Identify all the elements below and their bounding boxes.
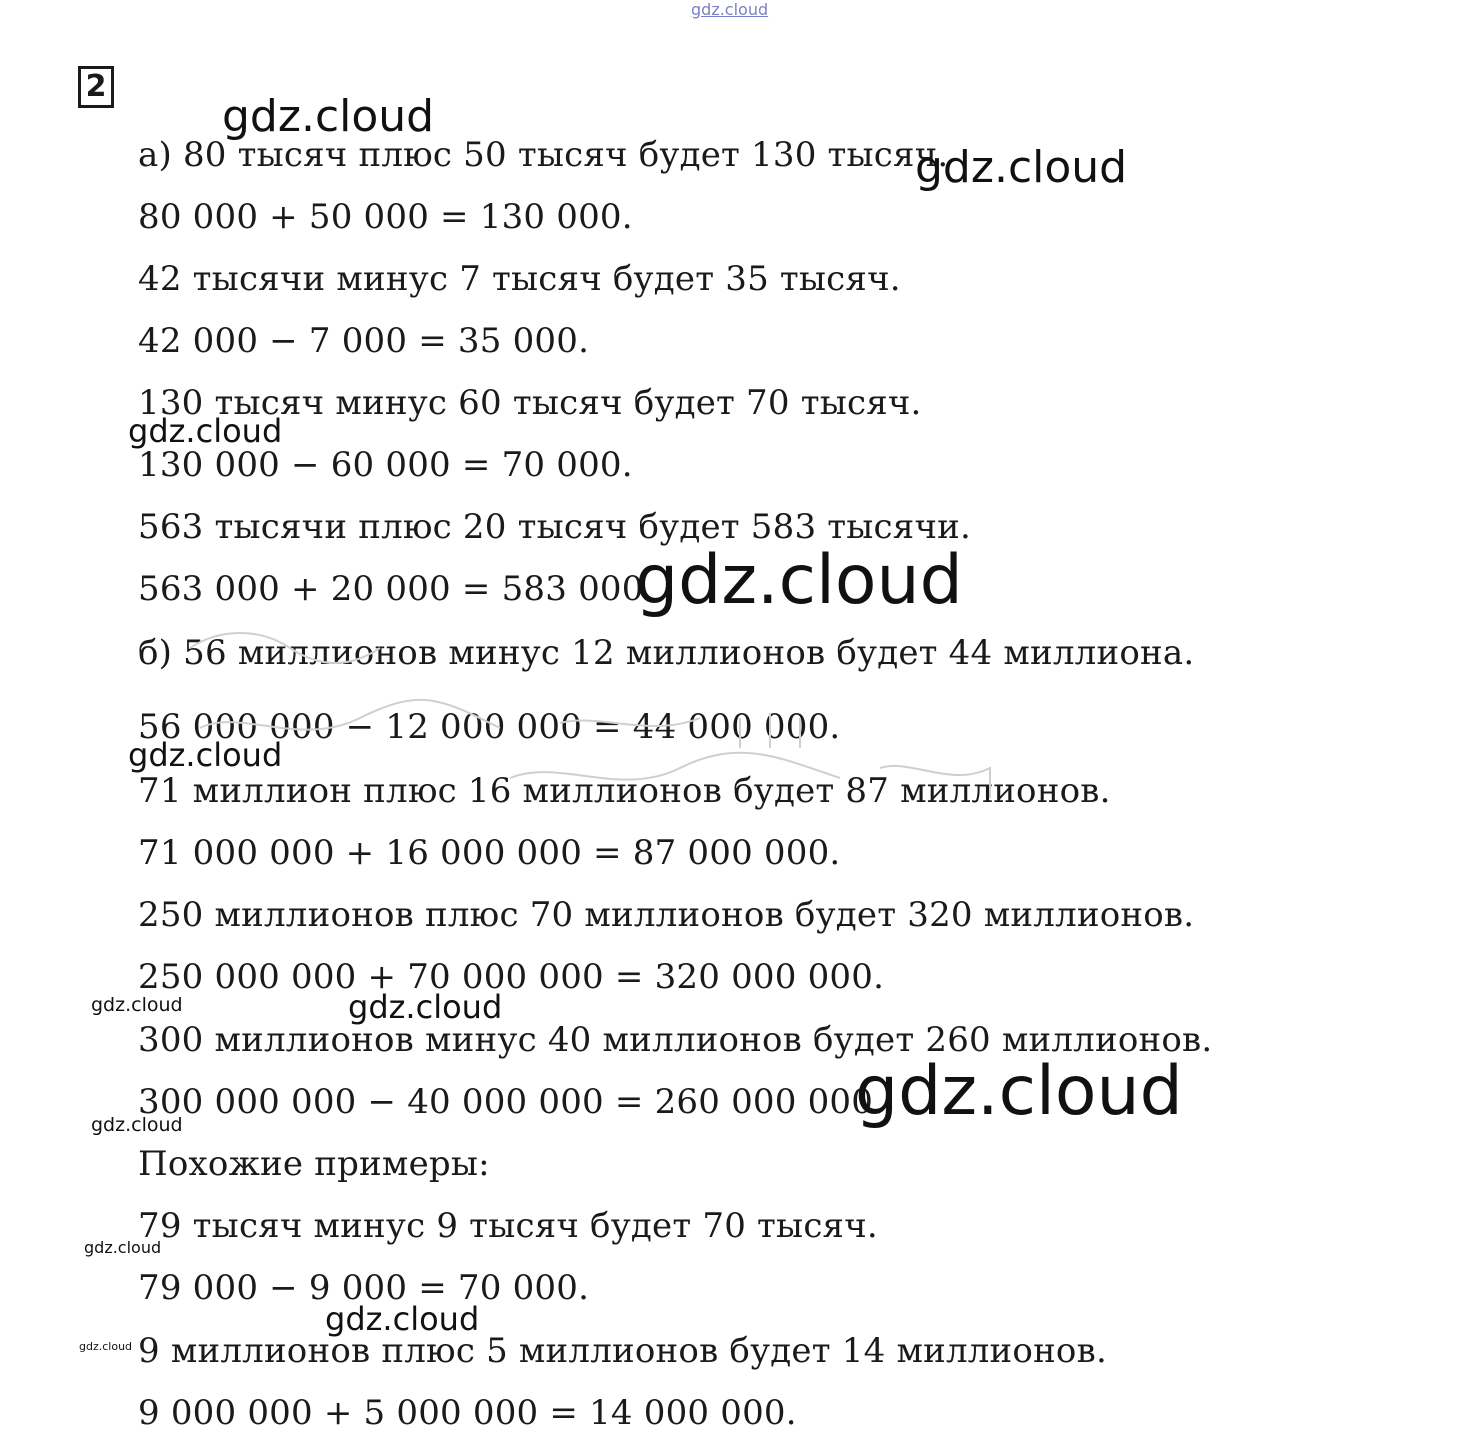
watermark-text: gdz.cloud bbox=[635, 541, 963, 620]
solution-line: 42 000 − 7 000 = 35 000. bbox=[138, 321, 590, 361]
watermark-text: gdz.cloud bbox=[128, 412, 283, 450]
solution-line: 42 тысячи минус 7 тысяч будет 35 тысяч. bbox=[138, 259, 901, 299]
solution-line: 563 тысячи плюс 20 тысяч будет 583 тысячи. bbox=[138, 507, 971, 547]
similar-examples-heading: Похожие примеры: bbox=[138, 1144, 490, 1184]
solution-line: 563 000 + 20 000 = 583 000. bbox=[138, 569, 655, 609]
watermark-text: gdz.cloud bbox=[855, 1052, 1183, 1131]
solution-line: 130 000 − 60 000 = 70 000. bbox=[138, 445, 633, 485]
solution-line: 71 000 000 + 16 000 000 = 87 000 000. bbox=[138, 833, 841, 873]
solution-line: 80 000 + 50 000 = 130 000. bbox=[138, 197, 633, 237]
solution-line: 130 тысяч минус 60 тысяч будет 70 тысяч. bbox=[138, 383, 922, 423]
watermark-text: gdz.cloud bbox=[91, 1114, 183, 1136]
solution-line: 250 миллионов плюс 70 миллионов будет 320 миллионов. bbox=[138, 895, 1195, 935]
task-number-box: 2 bbox=[78, 66, 114, 108]
header-watermark: gdz.cloud bbox=[691, 0, 769, 19]
solution-line: 71 миллион плюс 16 миллионов будет 87 миллионов. bbox=[138, 771, 1111, 811]
solution-line: 250 000 000 + 70 000 000 = 320 000 000. bbox=[138, 957, 885, 997]
solution-line: 300 000 000 − 40 000 000 = 260 000 000. bbox=[138, 1082, 885, 1122]
solution-line: 9 миллионов плюс 5 миллионов будет 14 миллионов. bbox=[138, 1331, 1107, 1371]
watermark-text: gdz.cloud bbox=[325, 1300, 480, 1338]
watermark-text: gdz.cloud bbox=[84, 1238, 162, 1257]
solution-line: 79 тысяч минус 9 тысяч будет 70 тысяч. bbox=[138, 1206, 878, 1246]
solution-line: 9 000 000 + 5 000 000 = 14 000 000. bbox=[138, 1393, 797, 1433]
watermark-text: gdz.cloud bbox=[79, 1340, 133, 1353]
solution-line: 79 000 − 9 000 = 70 000. bbox=[138, 1268, 590, 1308]
solution-line: а) 80 тысяч плюс 50 тысяч будет 130 тысяч. bbox=[138, 135, 949, 175]
watermark-text: gdz.cloud bbox=[915, 142, 1128, 193]
solution-line: 300 миллионов минус 40 миллионов будет 260 миллионов. bbox=[138, 1020, 1213, 1060]
solution-line: 56 000 000 − 12 000 000 = 44 000 000. bbox=[138, 707, 841, 747]
watermark-text: gdz.cloud bbox=[91, 994, 183, 1016]
watermark-text: gdz.cloud bbox=[348, 988, 503, 1026]
watermark-text: gdz.cloud bbox=[128, 736, 283, 774]
solution-line: б) 56 миллионов минус 12 миллионов будет 44 миллиона. bbox=[138, 633, 1195, 673]
watermark-text: gdz.cloud bbox=[222, 91, 435, 142]
